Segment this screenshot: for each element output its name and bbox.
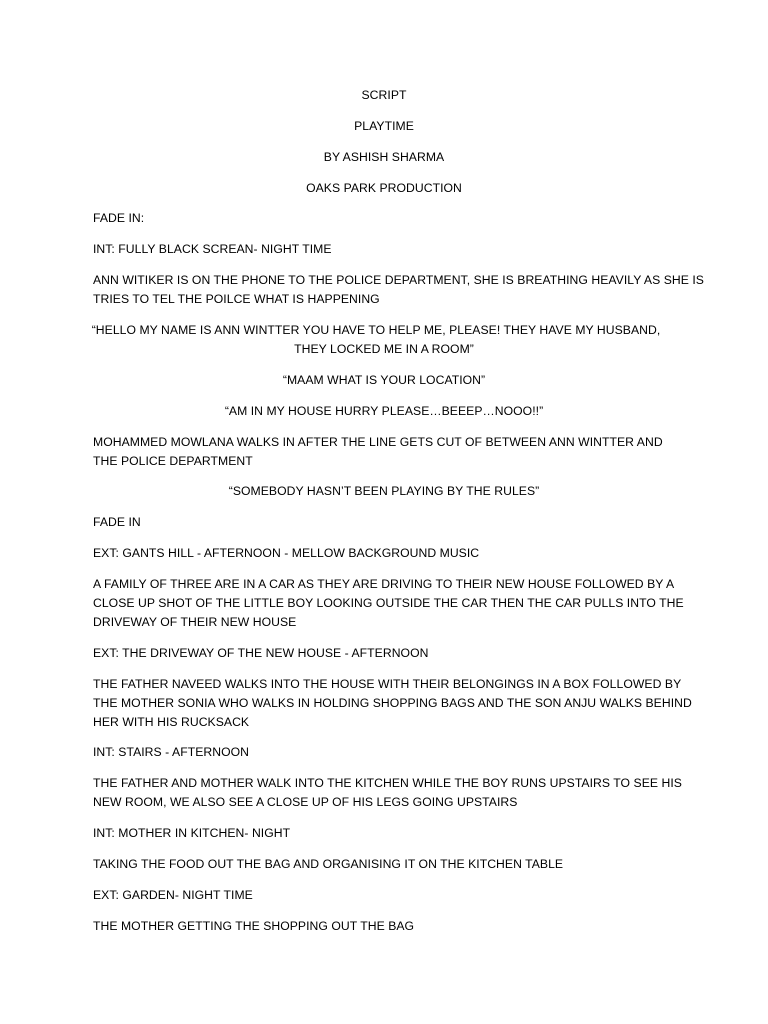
document-label: SCRIPT <box>361 88 407 102</box>
author-line: BY ASHISH SHARMA <box>323 150 445 164</box>
scene-heading: INT: FULLY BLACK SCREAN- NIGHT TIME <box>93 242 332 256</box>
action-line: THE POLICE DEPARTMENT <box>93 454 253 468</box>
action-line: THE MOTHER GETTING THE SHOPPING OUT THE BAG <box>93 919 415 933</box>
scene-heading: INT: STAIRS - AFTERNOON <box>93 745 249 759</box>
action-line: MOHAMMED MOWLANA WALKS IN AFTER THE LINE GETS CUT OF BETWEEN ANN WINTTER AND <box>93 435 663 449</box>
production-line: OAKS PARK PRODUCTION <box>306 181 462 195</box>
action-line: THE FATHER NAVEED WALKS INTO THE HOUSE WITH THEIR BELONGINGS IN A BOX FOLLOWED BY <box>93 677 682 691</box>
transition-fade-in: FADE IN <box>93 515 141 529</box>
action-line: NEW ROOM, WE ALSO SEE A CLOSE UP OF HIS LEGS GOING UPSTAIRS <box>93 795 518 809</box>
action-line: HER WITH HIS RUCKSACK <box>93 715 250 729</box>
action-line: THE MOTHER SONIA WHO WALKS IN HOLDING SHOPPING BAGS AND THE SON ANJU WALKS BEHIND <box>93 696 692 710</box>
action-line: TAKING THE FOOD OUT THE BAG AND ORGANISING IT ON THE KITCHEN TABLE <box>93 857 564 871</box>
dialogue-line: “HELLO MY NAME IS ANN WINTTER YOU HAVE TO HELP ME, PLEASE! THEY HAVE MY HUSBAND, <box>91 323 661 337</box>
dialogue-line: “SOMEBODY HASN’T BEEN PLAYING BY THE RULES” <box>228 484 540 498</box>
action-line: THE FATHER AND MOTHER WALK INTO THE KITCHEN WHILE THE BOY RUNS UPSTAIRS TO SEE HIS <box>93 776 682 790</box>
action-line: TRIES TO TEL THE POILCE WHAT IS HAPPENING <box>93 292 380 306</box>
script-title: PLAYTIME <box>354 119 414 133</box>
transition-fade-in: FADE IN: <box>93 211 145 225</box>
dialogue-line: THEY LOCKED ME IN A ROOM” <box>294 342 474 356</box>
action-line: CLOSE UP SHOT OF THE LITTLE BOY LOOKING OUTSIDE THE CAR THEN THE CAR PULLS INTO THE <box>93 596 684 610</box>
dialogue-line: “MAAM WHAT IS YOUR LOCATION” <box>282 373 486 387</box>
scene-heading: EXT: GANTS HILL - AFTERNOON - MELLOW BACKGROUND MUSIC <box>93 546 480 560</box>
action-line: DRIVEWAY OF THEIR NEW HOUSE <box>93 615 297 629</box>
scene-heading: EXT: GARDEN- NIGHT TIME <box>93 888 253 902</box>
dialogue-line: “AM IN MY HOUSE HURRY PLEASE…BEEEP…NOOO!!” <box>224 404 544 418</box>
action-line: A FAMILY OF THREE ARE IN A CAR AS THEY ARE DRIVING TO THEIR NEW HOUSE FOLLOWED BY A <box>93 577 675 591</box>
scene-heading: INT: MOTHER IN KITCHEN- NIGHT <box>93 826 291 840</box>
scene-heading: EXT: THE DRIVEWAY OF THE NEW HOUSE - AFTERNOON <box>93 646 429 660</box>
action-line: ANN WITIKER IS ON THE PHONE TO THE POLICE DEPARTMENT, SHE IS BREATHING HEAVILY AS SHE IS <box>93 273 704 287</box>
